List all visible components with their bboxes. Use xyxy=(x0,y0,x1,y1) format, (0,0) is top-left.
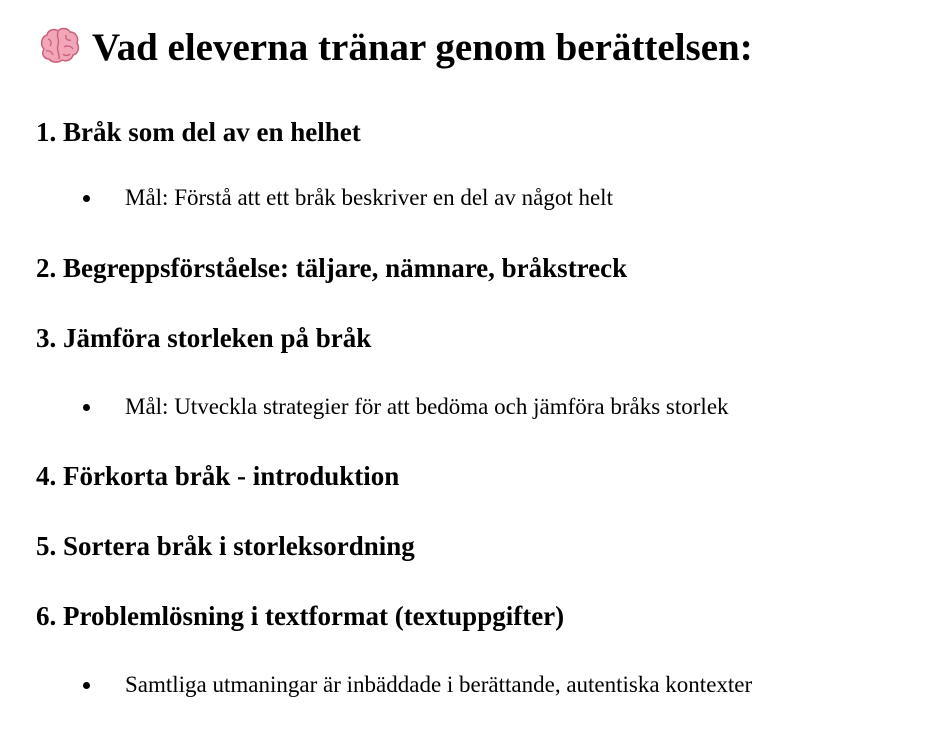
bullet-dot xyxy=(83,682,90,689)
section-bullet-1 xyxy=(80,182,613,214)
bullet-dot xyxy=(83,404,90,411)
page-title-text: Vad eleverna tränar genom berättelsen: xyxy=(92,26,753,69)
section-heading-3: 3. Jämföra storleken på bråk xyxy=(36,323,372,353)
section-heading-6: 6. Problemlösning i textformat (textuppgifter) xyxy=(36,601,565,631)
bullet-text: Mål: Utveckla strategier för att bedöma och jämföra bråks storlek xyxy=(125,394,729,419)
bullet-dot xyxy=(83,195,90,202)
section-bullet-3 xyxy=(80,391,729,423)
section-heading-5: 5. Sortera bråk i storleksordning xyxy=(36,531,415,561)
bullet-text: Mål: Förstå att ett bråk beskriver en del av något helt xyxy=(125,185,613,210)
bullet-text: Samtliga utmaningar är inbäddade i berättande, autentiska kontexter xyxy=(125,672,753,697)
page-title xyxy=(36,20,753,76)
section-bullet-6 xyxy=(80,669,752,701)
section-heading-2: 2. Begreppsförståelse: täljare, nämnare, bråkstreck xyxy=(36,253,628,283)
section-heading-1: 1. Bråk som del av en helhet xyxy=(36,117,361,147)
brain-icon xyxy=(36,23,82,69)
section-heading-4: 4. Förkorta bråk - introduktion xyxy=(36,461,400,491)
